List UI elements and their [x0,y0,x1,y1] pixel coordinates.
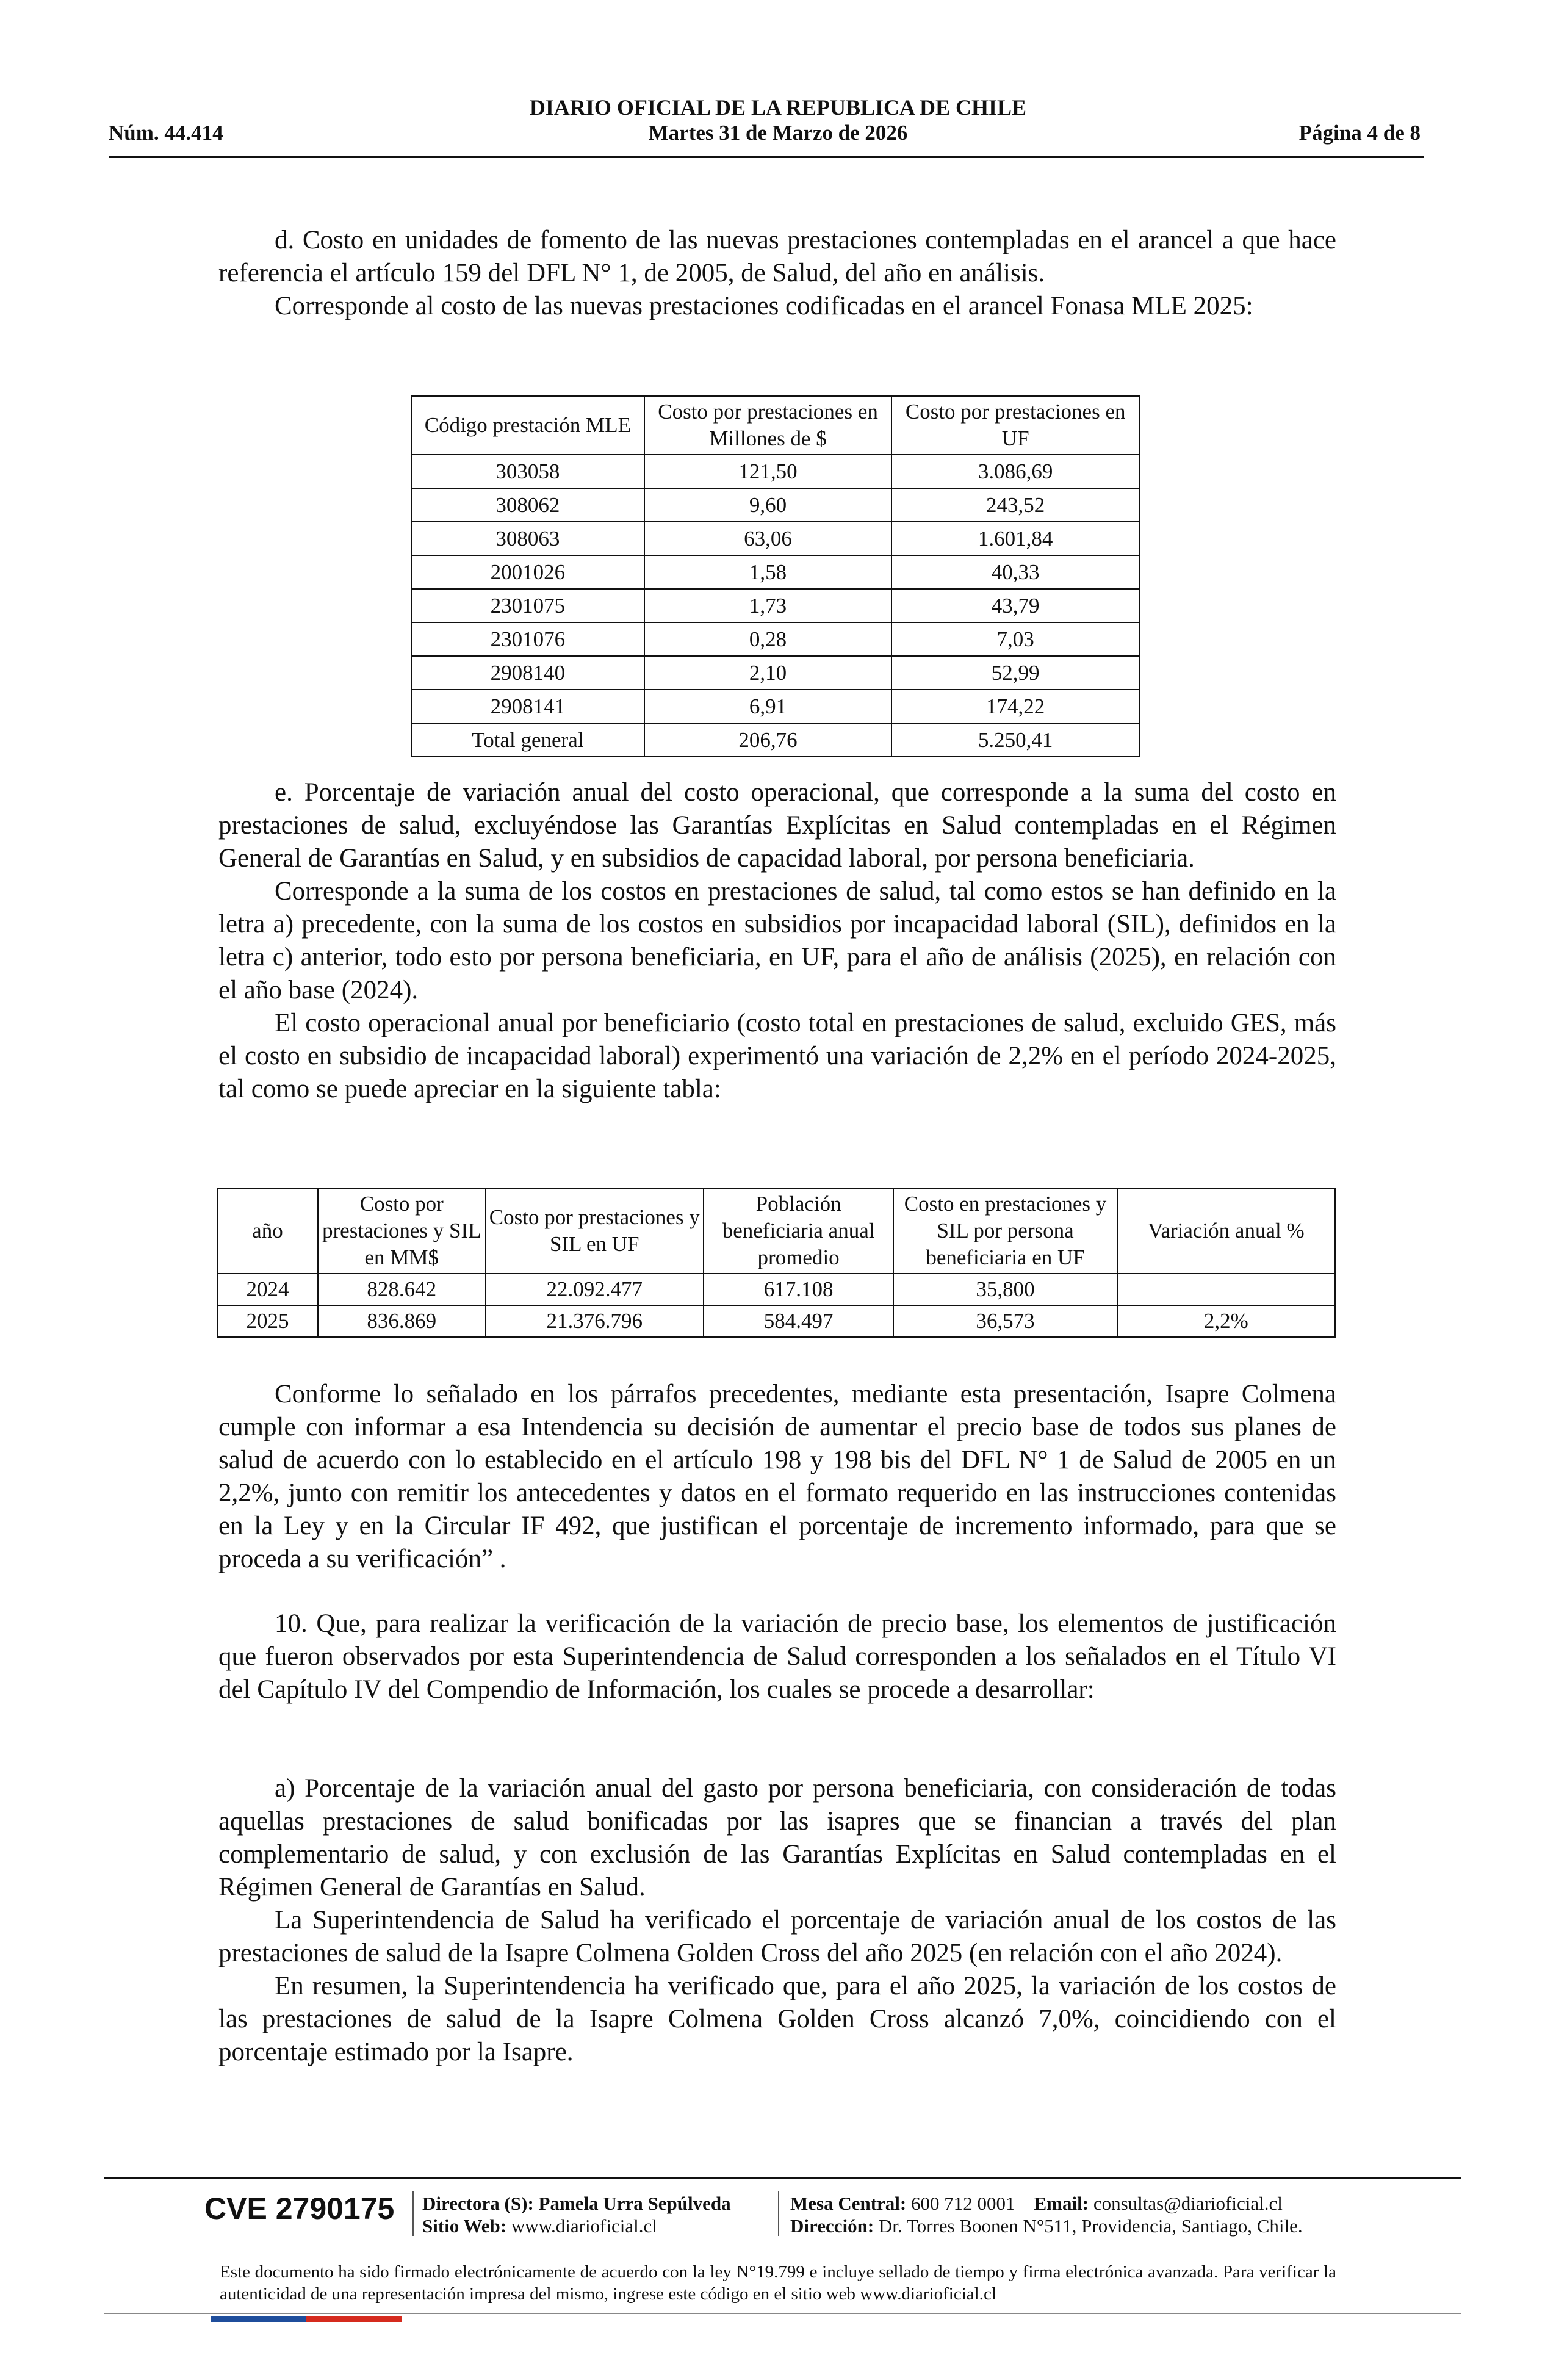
table-cell: 308062 [411,488,644,522]
director-label: Directora (S): [422,2193,534,2214]
phone-value: 600 712 0001 [911,2193,1015,2214]
footer-contact-block [790,2192,1303,2237]
table-cell: 243,52 [891,488,1139,522]
table-cell: 121,50 [644,455,892,488]
table-cell: 3.086,69 [891,455,1139,488]
table-cell: 9,60 [644,488,892,522]
column-header: Costo en prestaciones y SIL por persona beneficiaria en UF [893,1188,1117,1274]
table-cell: 2001026 [411,555,644,589]
table-cell: 828.642 [318,1274,486,1305]
table-cell: 2,2% [1117,1305,1335,1337]
table-cell: 35,800 [893,1274,1117,1305]
section-a-paragraph-2: La Superintendencia de Salud ha verificado el porcentaje de variación anual de los costos de las prestaciones de salud de la Isapre Colmena Golden Cross del año 2025 (en relación con el año 2024). [218,1906,1336,1967]
table-cell: 2024 [217,1274,318,1305]
column-header: Código prestación MLE [411,396,644,455]
phone-label: Mesa Central: [790,2193,907,2214]
issue-number: Núm. 44.414 [109,121,223,145]
section-e [218,776,1336,1106]
table-cell: 174,22 [891,690,1139,723]
header-divider [109,156,1424,158]
table-cell: 6,91 [644,690,892,723]
section-a-paragraph-1: a) Porcentaje de la variación anual del gasto por persona beneficiaria, con consideración de todas aquellas prestaciones de salud bonificadas por las isapres que se financian a través del plan complementario de salud, y con exclusión de las Garantías Explícitas en Salud contempladas en el Régimen General de Garantías en Salud. [218,1774,1336,1902]
column-header: Costo por prestaciones en UF [891,396,1139,455]
table-cell: 2908140 [411,656,644,690]
table-cell: 5.250,41 [891,723,1139,757]
web-label: Sitio Web: [422,2215,507,2237]
column-header: Población beneficiaria anual promedio [704,1188,893,1274]
footer-separator [778,2191,779,2236]
table-cell: Total general [411,723,644,757]
table-cell: 206,76 [644,723,892,757]
table-row [411,555,1139,589]
table-cell: 21.376.796 [486,1305,704,1337]
section-e-paragraph-2: Corresponde a la suma de los costos en prestaciones de salud, tal como estos se han definido en la letra a) precedente, con la suma de los costos en subsidios por incapacidad laboral (SIL), definidos en la letra c) anterior, todo esto por persona beneficiaria, en UF, para el año de análisis (2025), en relación con el año base (2024). [218,877,1336,1004]
table-cell: 2025 [217,1305,318,1337]
table-cell: 1.601,84 [891,522,1139,555]
operational-cost-table [217,1188,1336,1338]
table-row [411,690,1139,723]
table-row [411,656,1139,690]
section-e-paragraph-1: e. Porcentaje de variación anual del costo operacional, que corresponde a la suma del costo en prestaciones de salud, excluyéndose las Garantías Explícitas en Salud contempladas en el Régimen General de Garantías en Salud, y en subsidios de capacidad laboral, por persona beneficiaria. [218,778,1336,873]
section-a [218,1772,1336,2069]
table-cell: 836.869 [318,1305,486,1337]
table-cell: 584.497 [704,1305,893,1337]
section-d [218,224,1336,323]
section-d-paragraph-1: d. Costo en unidades de fomento de las nuevas prestaciones contempladas en el arancel a que hace referencia el artículo 159 del DFL N° 1, de 2005, de Salud, del año en análisis. [218,226,1336,287]
flag-stripe-red [306,2316,402,2322]
table-cell: 1,58 [644,555,892,589]
table-cell: 1,73 [644,589,892,622]
column-header: Costo por prestaciones y SIL en UF [486,1188,704,1274]
newspaper-title: DIARIO OFICIAL DE LA REPUBLICA DE CHILE [529,95,1027,120]
table-cell: 2301076 [411,622,644,656]
page-number: Página 4 de 8 [1298,121,1421,145]
table-cell: 63,06 [644,522,892,555]
item-10-paragraph: 10. Que, para realizar la verificación de la variación de precio base, los elementos de justificación que fueron observados por esta Superintendencia de Salud corresponden a los señalados en el Título VI del Capítulo IV del Compendio de Información, los cuales se procede a desarrollar: [218,1609,1336,1704]
table-cell: 52,99 [891,656,1139,690]
column-header: Costo por prestaciones y SIL en MM$ [318,1188,486,1274]
table-cell: 36,573 [893,1305,1117,1337]
footer-director-block [422,2192,731,2237]
table-row [411,522,1139,555]
section-a-paragraph-3: En resumen, la Superintendencia ha verificado que, para el año 2025, la variación de los costos de las prestaciones de salud de la Isapre Colmena Golden Cross alcanzó 7,0%, coincidiendo con el porcentaje estimado por la Isapre. [218,1972,1336,2066]
column-header: año [217,1188,318,1274]
address-value: Dr. Torres Boonen N°511, Providencia, Santiago, Chile. [878,2215,1303,2237]
signature-note: Este documento ha sido firmado electrónicamente de acuerdo con la ley N°19.799 e incluye sellado de tiempo y firma electrónica avanzada. Para verificar la autenticidad de una representación impresa del mismo, ingrese este código en el sitio web www.diarioficial.cl [220,2262,1336,2304]
table-cell: 2301075 [411,589,644,622]
conclusion-paragraph: Conforme lo señalado en los párrafos precedentes, mediante esta presentación, Isapre Colmena cumple con informar a esa Intendencia su decisión de aumentar el precio base de todos sus planes de salud de acuerdo con lo establecido en el artículo 198 y 198 bis del DFL N° 1 de Salud de 2005 en un 2,2%, junto con remitir los antecedentes y datos en el formato requerido en las instrucciones contenidas en la Ley y en la Circular IF 492, que justifican el porcentaje de incremento informado, para que se proceda a su verificación” . [218,1380,1336,1573]
column-header: Costo por prestaciones en Millones de $ [644,396,892,455]
table-cell: 22.092.477 [486,1274,704,1305]
mle-cost-table [411,395,1140,757]
issue-date: Martes 31 de Marzo de 2026 [648,121,908,145]
table-header-row [217,1188,1335,1274]
table-cell: 43,79 [891,589,1139,622]
table-row [411,455,1139,488]
section-d-paragraph-2: Corresponde al costo de las nuevas prestaciones codificadas en el arancel Fonasa MLE 2025: [275,292,1253,320]
table-cell: 617.108 [704,1274,893,1305]
table-cell [1117,1274,1335,1305]
column-header: Variación anual % [1117,1188,1335,1274]
table-body [217,1274,1335,1337]
table-row [217,1305,1335,1337]
table-row [411,589,1139,622]
web-link[interactable]: www.diarioficial.cl [511,2215,657,2237]
table-row [217,1274,1335,1305]
table-cell: 2,10 [644,656,892,690]
email-link[interactable]: consultas@diarioficial.cl [1093,2193,1283,2214]
table-row [411,723,1139,757]
footer-bottom-divider [104,2313,1461,2314]
table-cell: 0,28 [644,622,892,656]
table-cell: 7,03 [891,622,1139,656]
table-cell: 303058 [411,455,644,488]
section-e-paragraph-3: El costo operacional anual por beneficiario (costo total en prestaciones de salud, excluido GES, más el costo en subsidio de incapacidad laboral) experimentó una variación de 2,2% en el período 2024-2025, tal como se puede apreciar en la siguiente tabla: [218,1009,1336,1103]
table-header-row [411,396,1139,455]
email-label: Email: [1034,2193,1089,2214]
table-row [411,622,1139,656]
footer-separator [412,2191,414,2236]
footer-divider [104,2177,1461,2179]
table-body [411,455,1139,757]
cve-code: CVE 2790175 [204,2191,395,2226]
table-row [411,488,1139,522]
director-name: Pamela Urra Sepúlveda [538,2193,731,2214]
table-cell: 2908141 [411,690,644,723]
flag-stripe-blue [211,2316,306,2322]
address-label: Dirección: [790,2215,874,2237]
table-cell: 40,33 [891,555,1139,589]
table-cell: 308063 [411,522,644,555]
